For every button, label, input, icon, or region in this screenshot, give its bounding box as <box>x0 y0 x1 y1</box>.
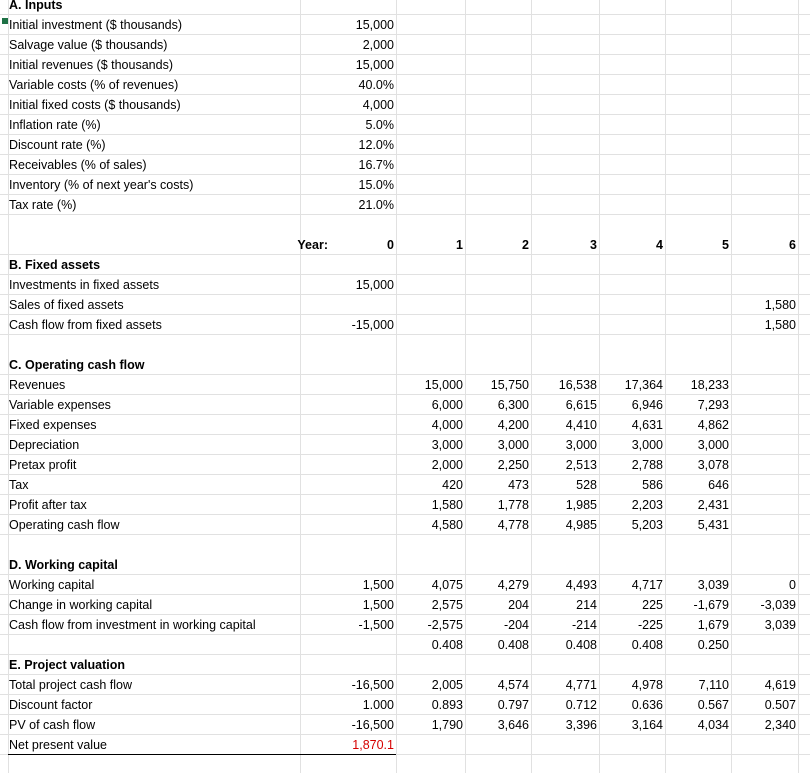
value-cell[interactable]: 3,164 <box>631 718 663 732</box>
input-row <box>0 195 810 215</box>
value-cell[interactable]: 2,005 <box>431 678 463 692</box>
value-cell[interactable]: 0.408 <box>431 638 463 652</box>
data-row <box>0 515 810 535</box>
value-cell[interactable]: 0 <box>789 578 796 592</box>
year-cell[interactable]: 2 <box>522 238 529 252</box>
data-row <box>0 475 810 495</box>
value-cell[interactable]: 3,039 <box>697 578 729 592</box>
input-label[interactable]: Discount rate (%) <box>9 138 106 152</box>
year-row <box>0 235 810 255</box>
value-cell[interactable]: 4,075 <box>431 578 463 592</box>
value-cell[interactable]: 1,580 <box>764 318 796 332</box>
year-cell[interactable]: 6 <box>789 238 796 252</box>
input-label[interactable]: Variable costs (% of revenues) <box>9 78 179 92</box>
year-cell[interactable]: 0 <box>387 238 394 252</box>
data-row <box>0 415 810 435</box>
value-cell[interactable]: 0.507 <box>764 698 796 712</box>
row-label[interactable]: Tax <box>9 478 29 492</box>
value-cell[interactable]: 2,203 <box>631 498 663 512</box>
value-cell[interactable]: 420 <box>442 478 463 492</box>
value-cell[interactable]: 18,233 <box>690 378 729 392</box>
value-cell[interactable]: 1.000 <box>362 698 394 712</box>
section-header-row <box>0 255 810 275</box>
value-cell[interactable]: 1,790 <box>431 718 463 732</box>
input-row <box>0 75 810 95</box>
input-value[interactable]: 12.0% <box>358 138 394 152</box>
input-value[interactable]: 4,000 <box>362 98 394 112</box>
input-row <box>0 55 810 75</box>
value-cell[interactable]: 2,431 <box>697 498 729 512</box>
npv-underline <box>8 754 396 755</box>
value-cell[interactable]: 4,985 <box>565 518 597 532</box>
input-label[interactable]: Receivables (% of sales) <box>9 158 147 172</box>
value-cell[interactable]: 4,580 <box>431 518 463 532</box>
value-cell[interactable]: 1,580 <box>764 298 796 312</box>
input-row <box>0 35 810 55</box>
value-cell[interactable]: 0.712 <box>565 698 597 712</box>
value-cell[interactable]: 528 <box>576 478 597 492</box>
value-cell[interactable]: 3,000 <box>565 438 597 452</box>
value-cell[interactable]: 1,580 <box>431 498 463 512</box>
input-value[interactable]: 16.7% <box>358 158 394 172</box>
section-header-working-capital[interactable]: D. Working capital <box>9 558 118 572</box>
row-label[interactable]: Working capital <box>9 578 95 592</box>
value-cell[interactable]: 0.636 <box>631 698 663 712</box>
value-cell[interactable]: 204 <box>508 598 529 612</box>
input-row <box>0 95 810 115</box>
npv-value[interactable]: 1,870.1 <box>352 738 394 752</box>
value-cell[interactable]: 4,000 <box>431 418 463 432</box>
value-cell[interactable]: 2,340 <box>764 718 796 732</box>
row-label[interactable]: Variable expenses <box>9 398 111 412</box>
value-cell[interactable]: 0.408 <box>497 638 529 652</box>
value-cell[interactable]: 4,200 <box>497 418 529 432</box>
value-cell[interactable]: 4,034 <box>697 718 729 732</box>
value-cell[interactable]: -15,000 <box>351 318 394 332</box>
value-cell[interactable]: 6,615 <box>565 398 597 412</box>
input-label[interactable]: Inventory (% of next year's costs) <box>9 178 194 192</box>
value-cell[interactable]: 1,679 <box>697 618 729 632</box>
value-cell[interactable]: 7,110 <box>698 678 729 692</box>
value-cell[interactable]: -214 <box>571 618 597 632</box>
value-cell[interactable]: 214 <box>576 598 597 612</box>
row-label[interactable]: Depreciation <box>9 438 80 452</box>
input-row <box>0 115 810 135</box>
value-cell[interactable]: -2,575 <box>427 618 463 632</box>
value-cell[interactable]: 3,396 <box>565 718 597 732</box>
data-row <box>0 575 810 595</box>
value-cell[interactable]: 6,946 <box>631 398 663 412</box>
value-cell[interactable]: 2,513 <box>565 458 597 472</box>
value-cell[interactable]: 2,788 <box>631 458 663 472</box>
value-cell[interactable]: 17,364 <box>624 378 663 392</box>
input-label[interactable]: Salvage value ($ thousands) <box>9 38 168 52</box>
value-cell[interactable]: 15,750 <box>490 378 529 392</box>
value-cell[interactable]: 3,039 <box>764 618 796 632</box>
selection-handle-icon[interactable] <box>2 18 8 24</box>
value-cell[interactable]: 1,500 <box>362 578 394 592</box>
value-cell[interactable]: 1,985 <box>565 498 597 512</box>
value-cell[interactable]: 3,000 <box>631 438 663 452</box>
value-cell[interactable]: 16,538 <box>558 378 597 392</box>
value-cell[interactable]: 3,078 <box>697 458 729 472</box>
data-row <box>0 295 810 315</box>
data-row <box>0 615 810 635</box>
data-row <box>0 435 810 455</box>
input-value[interactable]: 5.0% <box>365 118 394 132</box>
input-label[interactable]: Inflation rate (%) <box>9 118 101 132</box>
value-cell[interactable]: 3,000 <box>697 438 729 452</box>
value-cell[interactable]: 1,778 <box>497 498 529 512</box>
value-cell[interactable]: -16,500 <box>351 718 394 732</box>
row-label[interactable]: Cash flow from fixed assets <box>9 318 162 332</box>
value-cell[interactable]: 0.408 <box>631 638 663 652</box>
value-cell[interactable]: 225 <box>642 598 663 612</box>
data-row <box>0 375 810 395</box>
section-header-project-valuation[interactable]: E. Project valuation <box>9 658 126 672</box>
row-label[interactable]: Revenues <box>9 378 66 392</box>
input-value[interactable]: 40.0% <box>358 78 394 92</box>
row-label[interactable]: Operating cash flow <box>9 518 120 532</box>
value-cell[interactable]: 15,000 <box>355 278 394 292</box>
value-cell[interactable]: 6,000 <box>431 398 463 412</box>
value-cell[interactable]: -1,679 <box>693 598 729 612</box>
value-cell[interactable]: 0.797 <box>497 698 529 712</box>
input-value[interactable]: 2,000 <box>362 38 394 52</box>
section-header-row <box>0 355 810 375</box>
row-label[interactable]: Pretax profit <box>9 458 77 472</box>
value-cell[interactable]: 2,575 <box>431 598 463 612</box>
input-label[interactable]: Tax rate (%) <box>9 198 77 212</box>
value-cell[interactable]: 4,717 <box>631 578 663 592</box>
data-row <box>0 695 810 715</box>
row-label[interactable]: Fixed expenses <box>9 418 97 432</box>
value-cell[interactable]: -16,500 <box>351 678 394 692</box>
data-row <box>0 635 810 655</box>
row-label[interactable]: Change in working capital <box>9 598 153 612</box>
section-header-fixed-assets[interactable]: B. Fixed assets <box>9 258 101 272</box>
year-cell[interactable]: 1 <box>456 238 463 252</box>
data-row <box>0 315 810 335</box>
value-cell[interactable]: 2,000 <box>431 458 463 472</box>
data-row <box>0 495 810 515</box>
section-header-operating-cash-flow[interactable]: C. Operating cash flow <box>9 358 145 372</box>
value-cell[interactable]: 5,431 <box>697 518 729 532</box>
section-header-inputs[interactable]: A. Inputs <box>9 0 63 12</box>
value-cell[interactable]: 4,978 <box>631 678 663 692</box>
value-cell[interactable]: 646 <box>708 478 729 492</box>
input-label[interactable]: Initial investment ($ thousands) <box>9 18 183 32</box>
input-row <box>0 155 810 175</box>
year-cell[interactable]: 3 <box>590 238 597 252</box>
section-header-row <box>0 0 810 15</box>
section-header-row <box>0 655 810 675</box>
value-cell[interactable]: 3,646 <box>497 718 529 732</box>
input-value[interactable]: 21.0% <box>358 198 394 212</box>
input-row <box>0 175 810 195</box>
data-row <box>0 595 810 615</box>
value-cell[interactable]: 4,862 <box>697 418 729 432</box>
input-row <box>0 15 810 35</box>
input-label[interactable]: Initial fixed costs ($ thousands) <box>9 98 181 112</box>
row-label[interactable]: PV of cash flow <box>9 718 96 732</box>
value-cell[interactable]: 0.250 <box>697 638 729 652</box>
value-cell[interactable]: 1,500 <box>362 598 394 612</box>
value-cell[interactable]: -1,500 <box>358 618 394 632</box>
value-cell[interactable]: 4,279 <box>497 578 529 592</box>
value-cell[interactable]: 5,203 <box>631 518 663 532</box>
value-cell[interactable]: 586 <box>642 478 663 492</box>
value-cell[interactable]: 4,574 <box>497 678 529 692</box>
row-label[interactable]: Investments in fixed assets <box>9 278 160 292</box>
value-cell[interactable]: 6,300 <box>497 398 529 412</box>
value-cell[interactable]: 15,000 <box>424 378 463 392</box>
input-label[interactable]: Initial revenues ($ thousands) <box>9 58 173 72</box>
data-row <box>0 275 810 295</box>
row-label[interactable]: Cash flow from investment in working capital <box>9 618 256 632</box>
row-label[interactable]: Profit after tax <box>9 498 87 512</box>
value-cell[interactable]: 473 <box>508 478 529 492</box>
year-cell[interactable]: 5 <box>722 238 729 252</box>
value-cell[interactable]: 3,000 <box>497 438 529 452</box>
npv-label[interactable]: Net present value <box>9 738 107 752</box>
value-cell[interactable]: 0.408 <box>565 638 597 652</box>
data-row <box>0 675 810 695</box>
value-cell[interactable]: 4,410 <box>565 418 597 432</box>
data-row <box>0 455 810 475</box>
value-cell[interactable]: 4,778 <box>497 518 529 532</box>
input-value[interactable]: 15,000 <box>355 18 394 32</box>
input-value[interactable]: 15,000 <box>355 58 394 72</box>
row-label[interactable]: Discount factor <box>9 698 93 712</box>
value-cell[interactable]: 3,000 <box>431 438 463 452</box>
section-header-row <box>0 555 810 575</box>
row-label[interactable]: Total project cash flow <box>9 678 132 692</box>
value-cell[interactable]: 7,293 <box>697 398 729 412</box>
year-cell[interactable]: 4 <box>656 238 663 252</box>
value-cell[interactable]: -3,039 <box>760 598 796 612</box>
row-label[interactable]: Sales of fixed assets <box>9 298 124 312</box>
value-cell[interactable]: -225 <box>637 618 663 632</box>
input-value[interactable]: 15.0% <box>358 178 394 192</box>
data-row <box>0 715 810 735</box>
value-cell[interactable]: 0.893 <box>431 698 463 712</box>
value-cell[interactable]: 4,619 <box>764 678 796 692</box>
value-cell[interactable]: 2,250 <box>497 458 529 472</box>
value-cell[interactable]: 4,631 <box>631 418 663 432</box>
value-cell[interactable]: -204 <box>503 618 529 632</box>
value-cell[interactable]: 4,493 <box>565 578 597 592</box>
input-row <box>0 135 810 155</box>
npv-row <box>0 735 810 755</box>
value-cell[interactable]: 0.567 <box>697 698 729 712</box>
value-cell[interactable]: 4,771 <box>565 678 597 692</box>
data-row <box>0 395 810 415</box>
year-label[interactable]: Year: <box>297 238 328 252</box>
